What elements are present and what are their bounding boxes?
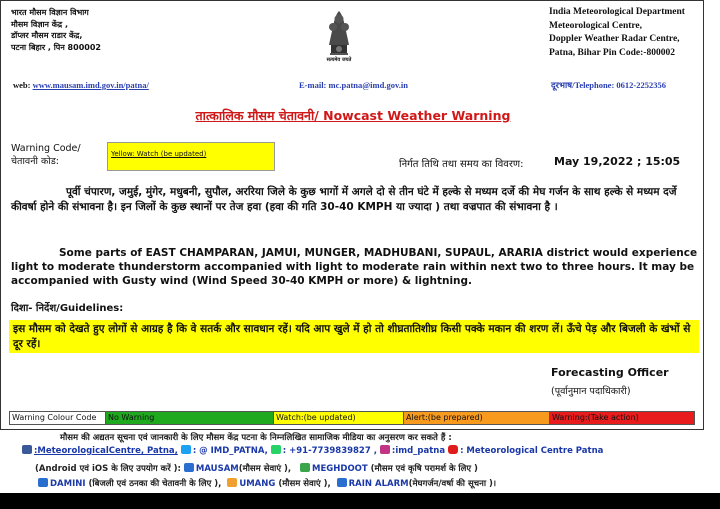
apps-intro: (Android एवं iOS के लिए उपयोग करें ): [35, 464, 181, 474]
facebook-icon [22, 445, 32, 454]
meghdoot-app-link[interactable]: MEGHDOOT [312, 464, 368, 474]
dept-name-hi: भारत मौसम विज्ञान विभाग [11, 8, 89, 17]
apps-line-2 [38, 476, 496, 493]
whatsapp-icon [271, 445, 281, 454]
twitter-icon [181, 445, 191, 454]
meghdoot-app-icon [300, 463, 310, 472]
colour-level-watch: Watch:(be updated) [274, 412, 404, 424]
meghdoot-app-desc: (मौसम एवं कृषि परामर्श के लिए ) [370, 464, 478, 474]
colour-level-alert: Alert:(be prepared) [404, 412, 550, 424]
title-text: तात्कालिक मौसम चेतावनी/ Nowcast Weather Warning [195, 108, 511, 123]
footer-intro: मौसम की अद्यतन सूचना एवं जानकारी के लिए मौसम केंद्र पटना के निम्नलिखित सामाजिक मीडिया का अनुसरण कर सकते हैं : [60, 433, 452, 443]
web-link[interactable]: www.mausam.imd.gov.in/patna/ [32, 80, 149, 90]
officer-title-hindi: (पूर्वानुमान पदाधिकारी) [551, 386, 631, 397]
web-label: web: [13, 80, 31, 90]
youtube-icon [448, 445, 458, 454]
address-hi: पटना बिहार , पिन 800002 [11, 42, 101, 52]
email-contact[interactable]: E-mail: mc.patna@imd.gov.in [299, 80, 408, 90]
code-label-en: Warning Code/ [11, 143, 81, 154]
colour-level-no-warning: No Warning [106, 412, 274, 424]
whatsapp-number[interactable]: : +91-7739839827 , [282, 446, 377, 456]
bottom-bar [0, 493, 720, 509]
officer-title: Forecasting Officer [551, 366, 669, 379]
issue-datetime: May 19,2022 ; 15:05 [554, 155, 681, 168]
warning-code-badge [107, 142, 275, 171]
colour-code-label: Warning Colour Code [10, 412, 106, 424]
radar-name-hi: डॉप्लर मौसम राडार केंद्र, [11, 31, 83, 40]
centre-name-hi: मौसम विज्ञान केंद्र , [11, 19, 68, 29]
umang-app-desc: (मौसम सेवाएं ), [278, 479, 331, 489]
mausam-app-desc: (मौसम सेवाएं ), [238, 464, 292, 474]
damini-app-desc: (बिजली एवं ठनका की चेतावनी के लिए ), [88, 479, 222, 489]
header-english [549, 6, 709, 60]
radar-name-en: Doppler Weather Radar Centre, [549, 34, 680, 44]
web-contact [13, 80, 149, 90]
social-links [22, 443, 603, 460]
phone-contact: दूरभाष/Telephone: 0612-2252356 [551, 80, 666, 90]
emblem-motto: सत्यमेव जयते [326, 57, 352, 63]
mausam-app-link[interactable]: MAUSAM [195, 464, 239, 474]
youtube-link[interactable]: : Meteorological Centre Patna [460, 446, 604, 456]
mausam-app-icon [184, 463, 194, 472]
code-label-hi: चेतावनी कोड: [11, 156, 59, 167]
header-hindi [11, 7, 191, 53]
guidelines-text: इस मौसम को देखते हुए लोगों से आग्रह है कि वे सतर्क और सावधान रहें। यदि आप खुले में हो तो शीघ्रतातिशीघ्र किसी पक्के मकान की शरण लें। ऊँचे पेड़ और बिजली के खंभों से दूर रहें। [9, 320, 699, 353]
warning-code-label [11, 142, 81, 168]
issue-time-label: निर्गत तिथि तथा समय का विवरण: [399, 159, 524, 170]
instagram-icon [380, 445, 390, 454]
address-en: Patna, Bihar Pin Code:-800002 [549, 47, 675, 58]
umang-app-icon [227, 478, 237, 487]
social-media-footer [0, 430, 720, 492]
facebook-link[interactable]: :MeteorologicalCentre, Patna, [34, 446, 178, 456]
rain-alarm-app-desc: (मेघगर्जन/वर्षा की सूचना )। [408, 479, 497, 489]
warning-text-english: Some parts of EAST CHAMPARAN, JAMUI, MUNGER, MADHUBANI, SUPAUL, ARARIA district would experience light to moderate thunderstorm accompanied with light to moderate rain within next two to three hours. It may be accompanied with Gusty wind (Wind Speed 30-40 KMPH or more) & lightning. [11, 247, 698, 287]
warning-colour-code-bar [9, 411, 695, 425]
instagram-link[interactable]: :imd_patna [391, 446, 446, 456]
rain-alarm-app-icon [337, 478, 347, 487]
umang-app-link[interactable]: UMANG [239, 479, 276, 489]
twitter-link[interactable]: : @ IMD_PATNA, [192, 446, 268, 456]
warning-code-value: Yellow: Watch (be updated) [111, 150, 207, 158]
rain-alarm-app-link[interactable]: RAIN ALARM [348, 479, 409, 489]
centre-name-en: Meteorological Centre, [549, 20, 643, 31]
page-title [1, 107, 705, 124]
guidelines-label: दिशा- निर्देश/Guidelines: [11, 303, 124, 314]
damini-app-icon [38, 478, 48, 487]
colour-level-warning: Warning:(Take action) [550, 412, 694, 424]
damini-app-link[interactable]: DAMINI [50, 479, 86, 489]
dept-name-en: India Meteorological Department [549, 7, 685, 17]
warning-text-hindi: पूर्वी चंपारण, जमुई, मुंगेर, मधुबनी, सुपौल, अररिया जिले के कुछ भागों में अगले दो से तीन घंटे में हल्के से मध्यम दर्जे की मेघ गर्जन के साथ हल्के से मध्यम दर्जे कीवर्षा होने की संभावना है। इन जिलों के कुछ स्थानों पर तेज हवा (हवा की गति 30-40 KMPH या ज्यादा ) तथा वज्रपात की संभावना है । [11, 186, 677, 213]
